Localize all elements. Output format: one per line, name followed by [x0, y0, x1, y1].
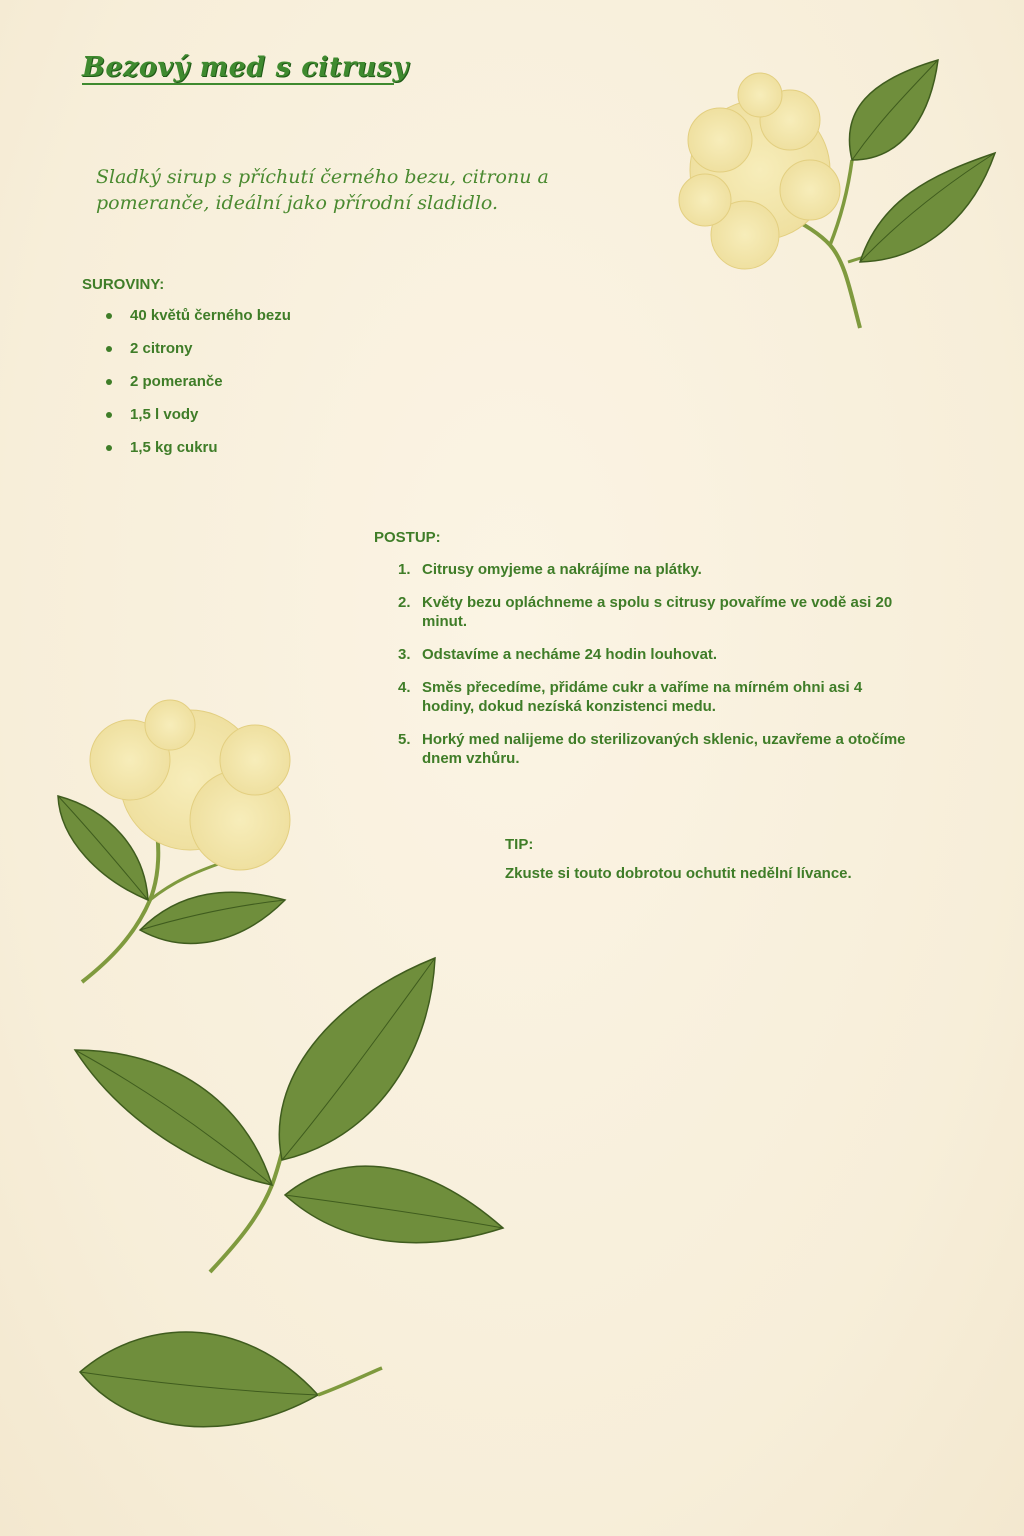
blossom-cluster-top	[679, 73, 840, 269]
leaf-top-2	[860, 153, 995, 262]
leaf-top-1	[849, 60, 938, 160]
recipe-title: Bezový med s citrusy	[82, 52, 409, 83]
ingredient-text: 2 citrony	[130, 340, 193, 357]
bullet-icon	[106, 313, 112, 319]
ingredient-item	[104, 305, 291, 338]
step-number: 2.	[398, 594, 411, 611]
leaf-group-large	[75, 958, 503, 1272]
leaf-bottom-single	[80, 1332, 382, 1427]
ingredients-list	[104, 305, 291, 470]
step-number: 4.	[398, 679, 411, 696]
ingredient-text: 1,5 kg cukru	[130, 439, 218, 456]
ingredient-text: 1,5 l vody	[130, 406, 199, 423]
ingredient-text: 2 pomeranče	[130, 373, 223, 390]
step-item	[398, 678, 918, 716]
ingredient-item	[104, 371, 291, 404]
leaf-left-2	[140, 892, 285, 943]
ingredients-heading: SUROVINY:	[82, 276, 165, 293]
step-item	[398, 730, 918, 768]
step-text: Květy bezu opláchneme a spolu s citrusy povaříme ve vodě asi 20 minut.	[422, 594, 893, 630]
ingredient-item	[104, 338, 291, 371]
leaf-large-left	[75, 1050, 272, 1185]
elderflower-top-right	[679, 60, 995, 328]
step-item	[398, 645, 918, 664]
step-item	[398, 560, 918, 579]
bullet-icon	[106, 379, 112, 385]
elderflower-left-middle	[58, 700, 290, 982]
step-number: 3.	[398, 646, 411, 663]
ingredient-item	[104, 404, 291, 437]
ingredient-text: 40 květů černého bezu	[130, 307, 291, 324]
step-text: Horký med nalijeme do sterilizovaných sklenic, uzavřeme a otočíme dnem vzhůru.	[422, 731, 906, 767]
steps-list	[398, 560, 918, 782]
ingredient-item	[104, 437, 291, 470]
steps-heading: POSTUP:	[374, 529, 441, 546]
step-number: 1.	[398, 561, 411, 578]
bullet-icon	[106, 412, 112, 418]
recipe-subtitle: Sladký sirup s příchutí černého bezu, citronu a pomeranče, ideální jako přírodní sladidlo.	[96, 166, 549, 214]
step-text: Odstavíme a necháme 24 hodin louhovat.	[422, 646, 718, 663]
tip-text: Zkuste si touto dobrotou ochutit nedělní lívance.	[505, 865, 852, 882]
leaf-large-right	[285, 1166, 503, 1243]
title-underline	[82, 83, 394, 85]
step-number: 5.	[398, 731, 411, 748]
tip-heading: TIP:	[505, 836, 534, 853]
step-text: Citrusy omyjeme a nakrájíme na plátky.	[422, 561, 702, 578]
bullet-icon	[106, 445, 112, 451]
step-item	[398, 593, 918, 631]
step-text: Směs přecedíme, přidáme cukr a vaříme na mírném ohni asi 4 hodiny, dokud nezíská konzistenci medu.	[422, 679, 863, 715]
leaf-large-top	[279, 958, 435, 1160]
bullet-icon	[106, 346, 112, 352]
